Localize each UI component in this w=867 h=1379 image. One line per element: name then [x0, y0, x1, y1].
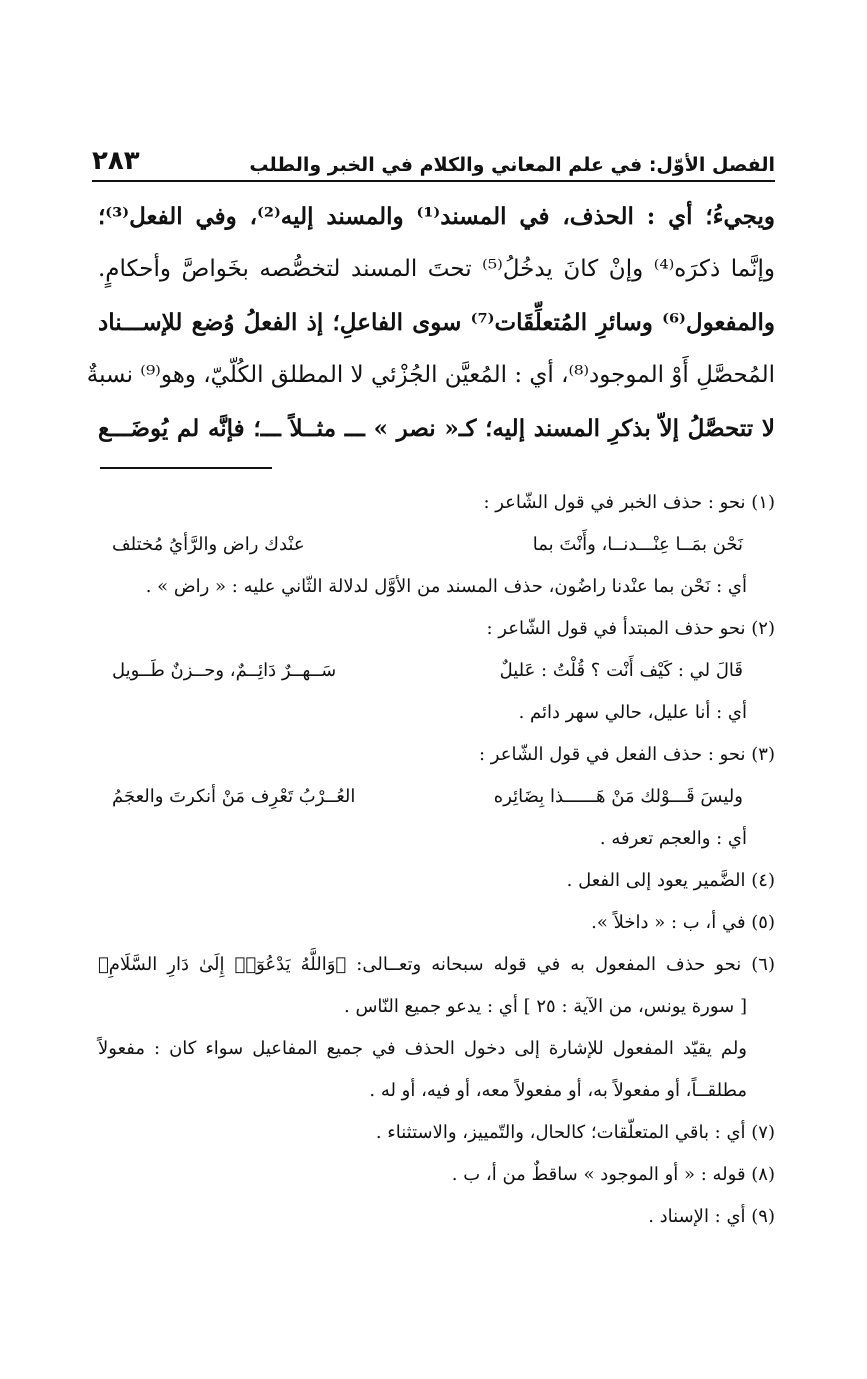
footnote-separator [100, 467, 272, 469]
footnote-3-explanation: أي : والعجم تعرفه . [599, 828, 747, 849]
body-line: وإنَّما ذكرَه⁽⁴⁾ وإنْ كانَ يدخُلُ⁽⁵⁾ تحتَ المسند لتخصُّصه بخَواصَّ وأحكامٍ. [98, 256, 775, 282]
footnote-1-intro: (١) نحو : حذف الخبر في قول الشّاعر : [483, 492, 775, 513]
verse-first-hemistich: قَالَ لي : كَيْف أَنْت ؟ قُلْتُ : عَليلٌ [499, 660, 743, 681]
footnote-1-verse [98, 524, 775, 566]
main-text [86, 190, 775, 455]
footnote-4: (٤) الضَّمير يعود إلى الفعل . [566, 870, 775, 891]
body-line: لا تتحصَّلُ إلاّ بذكرِ المسند إليه؛ كـ« نصر » ـــ مثــلاً ـــ؛ فإنَّه لم يُوضَـــع [98, 415, 775, 442]
body-line: والمفعول⁽⁶⁾ وسائرِ المُتعلِّقَات⁽⁷⁾ سوى الفاعلِ؛ إذ الفعلُ وُضع للإســـناد [98, 309, 775, 336]
verse-second-hemistich: عنْدك راض والرَّأيُ مُختلف [112, 534, 305, 555]
footnote-3-verse [98, 776, 775, 818]
page-number: ٢٨٣ [92, 146, 140, 176]
body-line: المُحصَّلِ أَوْ الموجود⁽⁸⁾، أي : المُعيَّن الجُزْئي لا المطلق الكُلّيّ، وهو⁽⁹⁾ نسبةٌ [86, 362, 775, 388]
running-header [92, 140, 775, 182]
footnote-2-verse [98, 650, 775, 692]
footnote-6-line-1: (٦) نحو حذف المفعول به في قوله سبحانه وتعــالى: ﴿وَاللَّهُ يَدْعُوٓا۟ إِلَىٰ دَارِ السَّلَامِ﴾ [98, 954, 775, 975]
footnote-2-intro: (٢) نحو حذف المبتدأ في قول الشّاعر : [486, 618, 775, 639]
footnote-6-line-3: ولم يقيّد المفعول للإشارة إلى دخول الحذف في جميع المفاعيل سواء كان : مفعولاً [98, 1038, 747, 1059]
footnote-3-intro: (٣) نحو : حذف الفعل في قول الشّاعر : [479, 744, 775, 765]
body-line: ويجيءُ؛ أي : الحذف، في المسند⁽¹⁾ والمسند إليه⁽²⁾، وفي الفعل⁽³⁾؛ [98, 203, 775, 230]
verse-second-hemistich: العُــرْبُ تَعْرِف مَنْ أنكرتَ والعجَمُ [112, 786, 356, 807]
footnote-6-line-4: مطلقــاً، أو مفعولاً به، أو مفعولاً معه، أو فيه، أو له . [369, 1080, 747, 1101]
footnote-6-line-2: [ سورة يونس، من الآية : ٢٥ ] أي : يدعو جميع النّاس . [344, 996, 747, 1017]
footnotes [98, 482, 775, 1238]
chapter-title: الفصل الأوّل: في علم المعاني والكلام في الخبر والطلب [249, 154, 775, 176]
footnote-8: (٨) قوله : « أو الموجود » ساقطٌ من أ، ب . [451, 1164, 775, 1185]
footnote-7: (٧) أي : باقي المتعلّقات؛ كالحال، والتّمييز، والاستثناء . [375, 1122, 775, 1143]
footnote-1-explanation: أي : نَحْن بما عنْدنا راضُون، حذف المسند من الأوَّل لدلالة الثّاني عليه : « راض » . [145, 576, 747, 597]
footnote-2-explanation: أي : أنا عليل، حالي سهر دائم . [518, 702, 747, 723]
verse-first-hemistich: وليسَ قَـــوْلك مَنْ هَــــــذا بِضَائِره [493, 786, 743, 807]
footnote-5: (٥) في أ، ب : « داخلاً ». [591, 912, 775, 933]
footnote-9: (٩) أي : الإسناد . [648, 1206, 775, 1227]
verse-first-hemistich: نَحْن بمَــا عِنْـــدنــا، وأَنْتَ بما [532, 534, 743, 555]
verse-second-hemistich: سَــهــرٌ دَائِــمٌ، وحــزنٌ طَــويل [112, 660, 337, 681]
